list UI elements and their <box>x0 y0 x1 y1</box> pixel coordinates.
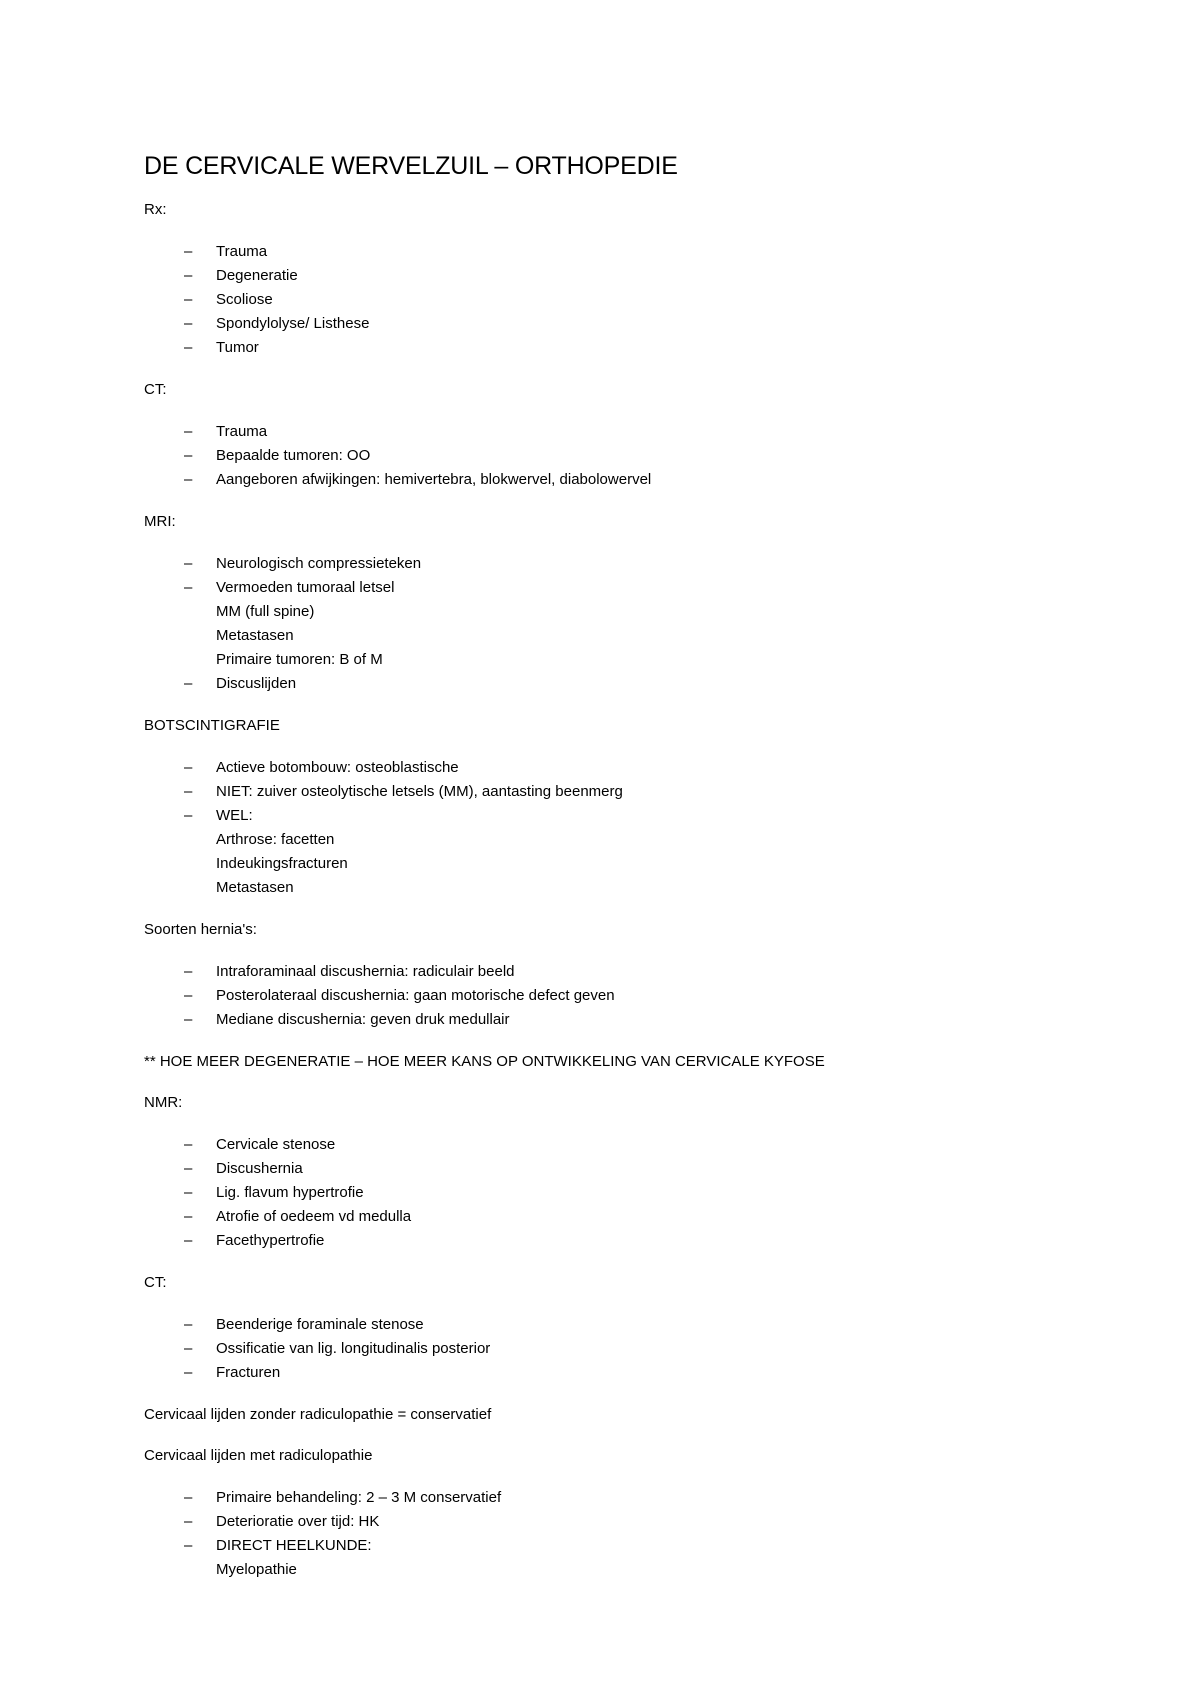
list-item <box>144 756 1064 780</box>
list-item-subline: Metastasen <box>216 879 294 896</box>
list-item-text: Vermoeden tumoraal letsel <box>216 579 395 596</box>
dash-bullet-icon: – <box>184 1513 193 1530</box>
list-item <box>144 552 1064 576</box>
list-item-text: Intraforaminaal discushernia: radiculair beeld <box>216 963 515 980</box>
dash-bullet-icon: – <box>184 963 193 980</box>
list-item-text: Spondylolyse/ Listhese <box>216 315 370 332</box>
list-item <box>144 1181 1064 1205</box>
dash-bullet-icon: – <box>184 1184 193 1201</box>
list-item <box>144 804 1064 900</box>
section <box>144 1273 1064 1385</box>
section <box>144 1446 1064 1582</box>
document-body <box>144 150 1064 1602</box>
section-heading: Cervicaal lijden zonder radiculopathie = conservatief <box>144 1406 492 1423</box>
dash-bullet-icon: – <box>184 315 193 332</box>
list-item-text: Discushernia <box>216 1160 303 1177</box>
list-item-text: Atrofie of oedeem vd medulla <box>216 1208 412 1225</box>
list-item <box>144 1313 1064 1337</box>
list-item-text: Lig. flavum hypertrofie <box>216 1184 364 1201</box>
list-item-text: Mediane discushernia: geven druk medullair <box>216 1011 510 1028</box>
dash-bullet-icon: – <box>184 675 193 692</box>
list-item <box>144 336 1064 360</box>
list-item-subline: Arthrose: facetten <box>216 831 335 848</box>
list-item-text: Neurologisch compressieteken <box>216 555 422 572</box>
dash-bullet-icon: – <box>184 1537 193 1554</box>
document-title: DE CERVICALE WERVELZUIL – ORTHOPEDIE <box>144 152 678 180</box>
list-item-text: Facethypertrofie <box>216 1232 325 1249</box>
list-item-text: Discuslijden <box>216 675 297 692</box>
list-item <box>144 1157 1064 1181</box>
list-item <box>144 1337 1064 1361</box>
dash-bullet-icon: – <box>184 291 193 308</box>
list-item-text: Deterioratie over tijd: HK <box>216 1513 380 1530</box>
list-item-text: DIRECT HEELKUNDE: <box>216 1537 372 1554</box>
dash-bullet-icon: – <box>184 1364 193 1381</box>
list-item-text: Fracturen <box>216 1364 281 1381</box>
list-item-text: Cervicale stenose <box>216 1136 336 1153</box>
dash-bullet-icon: – <box>184 987 193 1004</box>
list-item-subline: Metastasen <box>216 627 294 644</box>
dash-bullet-icon: – <box>184 1136 193 1153</box>
list-item-text: Actieve botombouw: osteoblastische <box>216 759 459 776</box>
dash-bullet-icon: – <box>184 423 193 440</box>
list-item <box>144 1205 1064 1229</box>
section-heading: MRI: <box>144 513 176 530</box>
list-item-text: Degeneratie <box>216 267 298 284</box>
section <box>144 1093 1064 1253</box>
list-item <box>144 288 1064 312</box>
dash-bullet-icon: – <box>184 555 193 572</box>
section-heading: Rx: <box>144 201 167 218</box>
bullet-list <box>144 1486 1064 1582</box>
dash-bullet-icon: – <box>184 783 193 800</box>
list-item-text: NIET: zuiver osteolytische letsels (MM), aantasting beenmerg <box>216 783 623 800</box>
section <box>144 920 1064 1032</box>
list-item <box>144 312 1064 336</box>
bullet-list <box>144 756 1064 900</box>
list-item-text: Tumor <box>216 339 259 356</box>
list-item <box>144 468 1064 492</box>
list-item-subline: MM (full spine) <box>216 603 315 620</box>
list-item-text: Primaire behandeling: 2 – 3 M conservatief <box>216 1489 502 1506</box>
section-heading: BOTSCINTIGRAFIE <box>144 717 280 734</box>
dash-bullet-icon: – <box>184 1160 193 1177</box>
dash-bullet-icon: – <box>184 1316 193 1333</box>
document-sections <box>144 200 1064 1582</box>
list-item <box>144 1534 1064 1582</box>
list-item-text: Posterolateraal discushernia: gaan motorische defect geven <box>216 987 615 1004</box>
list-item <box>144 1133 1064 1157</box>
list-item <box>144 672 1064 696</box>
list-item-subline: Primaire tumoren: B of M <box>216 651 383 668</box>
dash-bullet-icon: – <box>184 1011 193 1028</box>
list-item-text: WEL: <box>216 807 253 824</box>
dash-bullet-icon: – <box>184 267 193 284</box>
dash-bullet-icon: – <box>184 447 193 464</box>
dash-bullet-icon: – <box>184 243 193 260</box>
list-item-text: Aangeboren afwijkingen: hemivertebra, blokwervel, diabolowervel <box>216 471 652 488</box>
section-heading: NMR: <box>144 1094 183 1111</box>
list-item <box>144 1486 1064 1510</box>
list-item <box>144 960 1064 984</box>
list-item-text: Beenderige foraminale stenose <box>216 1316 424 1333</box>
list-item <box>144 264 1064 288</box>
dash-bullet-icon: – <box>184 471 193 488</box>
list-item-text: Trauma <box>216 243 268 260</box>
bullet-list <box>144 420 1064 492</box>
dash-bullet-icon: – <box>184 1208 193 1225</box>
list-item <box>144 984 1064 1008</box>
section <box>144 512 1064 696</box>
dash-bullet-icon: – <box>184 1232 193 1249</box>
list-item <box>144 1008 1064 1032</box>
section-heading: Soorten hernia's: <box>144 921 257 938</box>
section <box>144 1052 1064 1072</box>
section <box>144 1405 1064 1425</box>
list-item <box>144 444 1064 468</box>
list-item <box>144 1229 1064 1253</box>
dash-bullet-icon: – <box>184 1340 193 1357</box>
section <box>144 716 1064 900</box>
list-item <box>144 1510 1064 1534</box>
section <box>144 380 1064 492</box>
bullet-list <box>144 552 1064 696</box>
bullet-list <box>144 960 1064 1032</box>
dash-bullet-icon: – <box>184 807 193 824</box>
bullet-list <box>144 1133 1064 1253</box>
bullet-list <box>144 1313 1064 1385</box>
dash-bullet-icon: – <box>184 579 193 596</box>
section <box>144 200 1064 360</box>
list-item <box>144 240 1064 264</box>
list-item-subline: Indeukingsfracturen <box>216 855 348 872</box>
list-item <box>144 1361 1064 1385</box>
bullet-list <box>144 240 1064 360</box>
dash-bullet-icon: – <box>184 339 193 356</box>
section-heading: CT: <box>144 1274 167 1291</box>
list-item-text: Trauma <box>216 423 268 440</box>
list-item <box>144 420 1064 444</box>
dash-bullet-icon: – <box>184 759 193 776</box>
list-item-subline: Myelopathie <box>216 1561 297 1578</box>
list-item-text: Scoliose <box>216 291 273 308</box>
dash-bullet-icon: – <box>184 1489 193 1506</box>
list-item-text: Bepaalde tumoren: OO <box>216 447 371 464</box>
section-heading: CT: <box>144 381 167 398</box>
section-heading: Cervicaal lijden met radiculopathie <box>144 1447 373 1464</box>
section-heading: ** HOE MEER DEGENERATIE – HOE MEER KANS OP ONTWIKKELING VAN CERVICALE KYFOSE <box>144 1053 825 1070</box>
list-item <box>144 576 1064 672</box>
list-item-text: Ossificatie van lig. longitudinalis posterior <box>216 1340 491 1357</box>
list-item <box>144 780 1064 804</box>
